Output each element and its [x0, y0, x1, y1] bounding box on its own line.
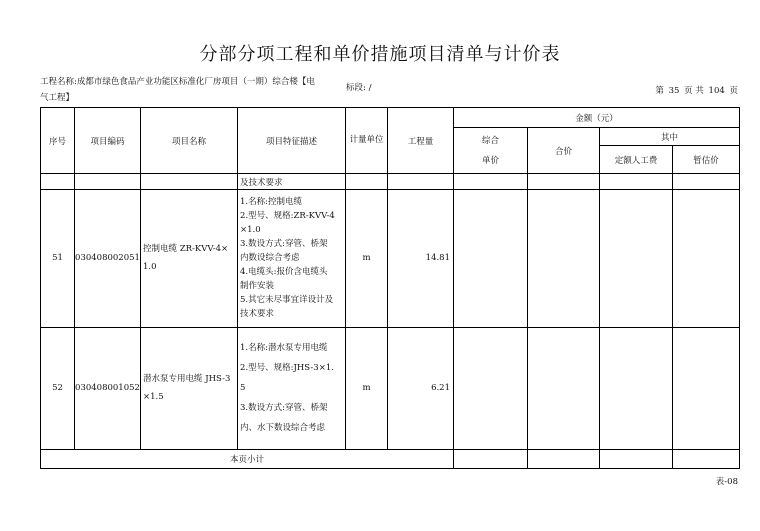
page-label-3: 页	[729, 86, 738, 96]
row-unit: m	[346, 190, 388, 327]
row-code: 030408001052	[75, 327, 141, 449]
col-unit-price-1: 综合	[481, 135, 499, 146]
project-name-cont: 气工程】	[40, 93, 75, 103]
page-total: 104	[708, 86, 725, 96]
page-current: 35	[668, 86, 680, 96]
subtotal-label: 本页小计	[41, 449, 454, 468]
section-info	[346, 81, 371, 93]
project-name-text: 成都市绿色食品产业功能区标准化厂房项目（一期）综合楼【电	[76, 77, 315, 87]
col-seq: 序号	[41, 108, 75, 174]
col-name: 项目名称	[141, 108, 238, 174]
page-label-1: 第	[655, 86, 664, 96]
row-desc: 1.名称:控制电缆 2.型号、规格:ZR-KVV-4 ×1.0 3.数设方式:穿管、桥架 内数设综合考虑 4.电缆头:报价含电缆头 制作安装 5.其它未尽事宜详设计及 技术要求	[238, 190, 346, 327]
subtotal-row	[41, 449, 740, 468]
col-code: 项目编码	[75, 108, 141, 174]
col-qty: 工程量	[388, 108, 454, 174]
row-name: 控制电缆 ZR-KVV-4× 1.0	[141, 190, 238, 327]
row-seq: 51	[41, 190, 75, 327]
table-row	[41, 190, 740, 327]
continued-desc: 及技术要求	[238, 174, 346, 190]
col-unit-price	[454, 128, 528, 174]
project-label: 工程名称:	[40, 77, 77, 87]
row-unit: m	[346, 327, 388, 449]
bill-table	[40, 107, 740, 469]
project-name	[40, 74, 345, 106]
col-unit: 计量单位	[346, 108, 388, 174]
col-unit-price-2: 单价	[481, 155, 499, 166]
table-row	[41, 174, 740, 190]
row-code: 030408002051	[75, 190, 141, 327]
page-label-2: 页 共	[684, 86, 704, 96]
col-of-which: 其中	[600, 128, 740, 146]
section-value: /	[368, 83, 372, 93]
page-number	[653, 84, 738, 96]
row-name: 潜水泵专用电缆 JHS-3 ×1.5	[141, 327, 238, 449]
col-desc: 项目特征描述	[238, 108, 346, 174]
col-total: 合价	[528, 128, 600, 174]
col-amount: 金额（元）	[454, 108, 740, 128]
col-labor: 定额人工费	[600, 146, 673, 174]
col-provisional: 暂估价	[673, 146, 740, 174]
section-label: 标段:	[346, 83, 366, 93]
form-number: 表-08	[715, 477, 738, 487]
page-title: 分部分项工程和单价措施项目清单与计价表	[199, 44, 561, 65]
row-qty: 14.81	[388, 190, 454, 327]
row-desc: 1.名称:潜水泵专用电缆 2.型号、规格:JHS-3×1. 5 3.数设方式:穿管、桥架 内、水下数设综合考虑	[238, 327, 346, 449]
table-row	[41, 327, 740, 449]
row-qty: 6.21	[388, 327, 454, 449]
row-seq: 52	[41, 327, 75, 449]
